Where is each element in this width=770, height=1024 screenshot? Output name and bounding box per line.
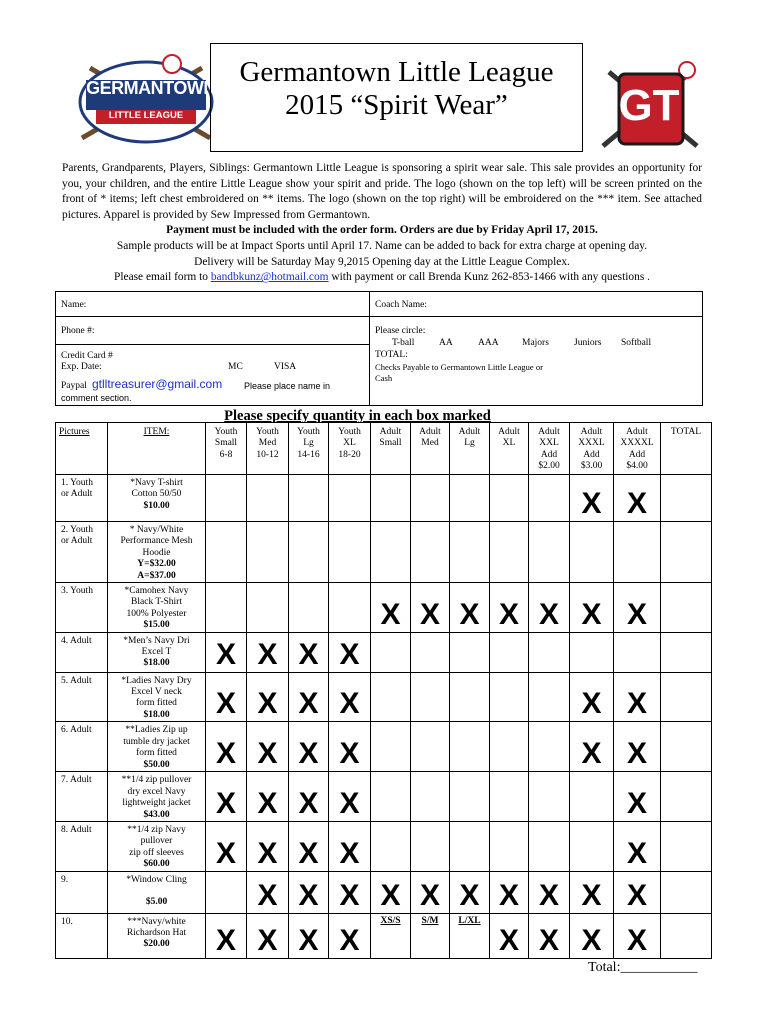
x-mark: X xyxy=(339,786,360,820)
quantity-cell[interactable] xyxy=(411,475,450,522)
size-label: S/M xyxy=(421,915,439,926)
x-mark: X xyxy=(498,923,519,957)
picture-cell: 10. xyxy=(56,913,108,958)
x-mark: X xyxy=(215,687,236,721)
x-mark: X xyxy=(298,637,319,671)
item-cell: *Men’s Navy Dri Excel T $18.00 xyxy=(108,632,206,672)
quantity-cell[interactable] xyxy=(411,913,450,958)
quantity-cell[interactable] xyxy=(247,475,289,522)
quantity-cell[interactable] xyxy=(570,772,614,822)
x-mark: X xyxy=(581,597,602,631)
quantity-cell[interactable] xyxy=(371,722,411,772)
column-header: Adult Med xyxy=(411,423,450,475)
paypal-email[interactable]: gtlltreasurer@gmail.com xyxy=(92,377,223,391)
quantity-cell-unavailable xyxy=(570,871,614,913)
x-mark: X xyxy=(626,687,647,721)
x-mark: X xyxy=(459,597,480,631)
column-header: Adult XXL Add $2.00 xyxy=(529,423,570,475)
quantity-cell-unavailable xyxy=(206,632,247,672)
item-cell: **Ladies Zip up tumble dry jacket form fitted $50.00 xyxy=(108,722,206,772)
quantity-cell-unavailable xyxy=(329,632,371,672)
quantity-cell[interactable] xyxy=(490,475,529,522)
quantity-cell[interactable] xyxy=(450,821,490,871)
quantity-cell-unavailable xyxy=(570,672,614,722)
column-header: Adult XL xyxy=(490,423,529,475)
cash-note: Cash xyxy=(375,373,393,383)
item-cell: *Camohex Navy Black T-Shirt 100% Polyester $15.00 xyxy=(108,583,206,633)
picture-cell: 8. Adult xyxy=(56,821,108,871)
league-softball[interactable]: Softball xyxy=(621,338,652,348)
quantity-cell[interactable] xyxy=(490,672,529,722)
x-mark: X xyxy=(257,786,278,820)
quantity-cell[interactable] xyxy=(206,522,247,583)
email-prefix: Please email form to xyxy=(114,271,211,284)
size-label: XS/S xyxy=(380,915,401,926)
quantity-heading: Please specify quantity in each box marked xyxy=(224,408,491,424)
quantity-cell-unavailable xyxy=(529,871,570,913)
quantity-cell[interactable] xyxy=(450,672,490,722)
quantity-cell-unavailable xyxy=(289,821,329,871)
quantity-cell[interactable] xyxy=(371,772,411,822)
quantity-cell[interactable] xyxy=(614,632,661,672)
row-total-cell[interactable] xyxy=(661,772,712,822)
quantity-cell[interactable] xyxy=(490,632,529,672)
customer-info-box xyxy=(55,291,703,406)
quantity-cell[interactable] xyxy=(450,913,490,958)
x-mark: X xyxy=(339,878,360,912)
grand-total: Total:___________ xyxy=(588,960,698,975)
email-suffix: with payment or call Brenda Kunz 262-853-1466 with any questions . xyxy=(328,271,650,284)
x-mark: X xyxy=(538,597,559,631)
picture-cell: 3. Youth xyxy=(56,583,108,633)
quantity-cell[interactable] xyxy=(570,632,614,672)
row-total-cell[interactable] xyxy=(661,632,712,672)
quantity-cell-unavailable xyxy=(329,821,371,871)
x-mark: X xyxy=(626,597,647,631)
quantity-cell-unavailable xyxy=(247,632,289,672)
quantity-cell-unavailable xyxy=(529,913,570,958)
x-mark: X xyxy=(257,737,278,771)
quantity-cell[interactable] xyxy=(329,522,371,583)
column-header: Adult XXXXL Add $4.00 xyxy=(614,423,661,475)
quantity-cell[interactable] xyxy=(206,583,247,633)
x-mark: X xyxy=(626,923,647,957)
quantity-cell[interactable] xyxy=(570,522,614,583)
league-aaa[interactable]: AAA xyxy=(478,338,499,348)
coach-label: Coach Name: xyxy=(375,300,427,310)
intro-paragraph: Parents, Grandparents, Players, Siblings: Germantown Little League is sponsoring a spirit wear sale. This sale provides an opportunity for you, your children, and the entire Little League show your spirit and pride. The logo (shown on the top left) will be screen printed on the front of * items; left chest embroidered on ** items. The logo (shown on the top right) will be embroidered on the *** item. See attached pictures. Apparel is provided by Sew Impressed from Germantown. xyxy=(62,162,702,221)
quantity-cell-unavailable xyxy=(570,583,614,633)
x-mark: X xyxy=(581,687,602,721)
x-mark: X xyxy=(538,923,559,957)
quantity-cell[interactable] xyxy=(289,475,329,522)
quantity-cell[interactable] xyxy=(411,632,450,672)
quantity-cell-unavailable xyxy=(206,913,247,958)
logo-left-text: GERMANTOWN xyxy=(86,78,216,98)
paypal-note: Please place name in xyxy=(244,381,331,391)
germantown-logo xyxy=(70,50,230,155)
quantity-cell-unavailable xyxy=(529,583,570,633)
x-mark: X xyxy=(581,487,602,520)
quantity-cell-unavailable xyxy=(329,772,371,822)
quantity-cell-unavailable xyxy=(289,772,329,822)
quantity-cell-unavailable xyxy=(247,772,289,822)
quantity-cell-unavailable xyxy=(371,871,411,913)
x-mark: X xyxy=(257,637,278,671)
quantity-cell[interactable] xyxy=(329,475,371,522)
x-mark: X xyxy=(581,737,602,771)
quantity-cell-unavailable xyxy=(614,583,661,633)
row-total-cell[interactable] xyxy=(661,871,712,913)
x-mark: X xyxy=(257,836,278,870)
checks-note: Checks Payable to Germantown Little League or xyxy=(375,362,544,372)
x-mark: X xyxy=(581,878,602,912)
quantity-cell[interactable] xyxy=(371,632,411,672)
column-header: Youth Lg 14-16 xyxy=(289,423,329,475)
x-mark: X xyxy=(459,878,480,912)
quantity-cell[interactable] xyxy=(450,722,490,772)
column-header: Adult XXXL Add $3.00 xyxy=(570,423,614,475)
quantity-cell-unavailable xyxy=(570,475,614,522)
item-cell: *Window Cling $5.00 xyxy=(108,871,206,913)
x-mark: X xyxy=(380,878,401,912)
quantity-cell[interactable] xyxy=(614,522,661,583)
quantity-cell-unavailable xyxy=(329,722,371,772)
quantity-cell[interactable] xyxy=(529,672,570,722)
x-mark: X xyxy=(257,923,278,957)
x-mark: X xyxy=(498,878,519,912)
email-note xyxy=(62,270,702,286)
x-mark: X xyxy=(215,786,236,820)
table-row xyxy=(56,821,712,871)
x-mark: X xyxy=(419,597,440,631)
x-mark: X xyxy=(581,923,602,957)
quantity-cell[interactable] xyxy=(411,821,450,871)
quantity-cell[interactable] xyxy=(490,522,529,583)
column-header: Pictures xyxy=(56,423,108,475)
league-aa[interactable]: AA xyxy=(439,338,453,348)
quantity-cell-unavailable xyxy=(289,871,329,913)
quantity-cell[interactable] xyxy=(529,821,570,871)
x-mark: X xyxy=(626,737,647,771)
quantity-cell-unavailable xyxy=(614,772,661,822)
row-total-cell[interactable] xyxy=(661,913,712,958)
x-mark: X xyxy=(339,836,360,870)
quantity-cell[interactable] xyxy=(529,772,570,822)
page-title: Germantown Little League xyxy=(239,56,554,88)
picture-cell: 6. Adult xyxy=(56,722,108,772)
x-mark: X xyxy=(257,687,278,721)
row-total-cell[interactable] xyxy=(661,821,712,871)
column-header: Youth Med 10-12 xyxy=(247,423,289,475)
size-label: L/XL xyxy=(458,915,481,926)
quantity-cell-unavailable xyxy=(206,772,247,822)
x-mark: X xyxy=(339,737,360,771)
x-mark: X xyxy=(215,923,236,957)
payment-note: Payment must be included with the order form. Orders are due by Friday April 17, 2015. xyxy=(166,224,598,237)
quantity-cell-unavailable xyxy=(411,583,450,633)
quantity-cell-unavailable xyxy=(289,913,329,958)
quantity-cell[interactable] xyxy=(371,913,411,958)
quantity-cell-unavailable xyxy=(289,672,329,722)
league-juniors[interactable]: Juniors xyxy=(574,338,602,348)
quantity-cell[interactable] xyxy=(490,821,529,871)
picture-cell: 1. Youth or Adult xyxy=(56,475,108,522)
circle-label: Please circle: xyxy=(375,326,426,336)
quantity-cell[interactable] xyxy=(529,722,570,772)
x-mark: X xyxy=(298,878,319,912)
paypal-note-2: comment section. xyxy=(61,393,132,403)
x-mark: X xyxy=(380,597,401,631)
quantity-cell[interactable] xyxy=(529,632,570,672)
total-label: TOTAL: xyxy=(375,350,408,360)
quantity-cell[interactable] xyxy=(450,475,490,522)
x-mark: X xyxy=(215,737,236,771)
quantity-cell-unavailable xyxy=(247,871,289,913)
quantity-cell[interactable] xyxy=(450,772,490,822)
quantity-cell[interactable] xyxy=(371,821,411,871)
x-mark: X xyxy=(298,737,319,771)
x-mark: X xyxy=(298,836,319,870)
quantity-cell-unavailable xyxy=(206,672,247,722)
x-mark: X xyxy=(339,923,360,957)
row-total-cell[interactable] xyxy=(661,522,712,583)
quantity-cell-unavailable xyxy=(289,722,329,772)
quantity-cell[interactable] xyxy=(247,522,289,583)
column-header: Youth Small 6-8 xyxy=(206,423,247,475)
quantity-cell[interactable] xyxy=(329,583,371,633)
x-mark: X xyxy=(419,878,440,912)
email-link[interactable]: bandbkunz@hotmail.com xyxy=(210,271,329,284)
picture-cell: 4. Adult xyxy=(56,632,108,672)
quantity-cell-unavailable xyxy=(247,821,289,871)
quantity-cell-unavailable xyxy=(614,475,661,522)
order-table xyxy=(55,422,712,959)
column-header: Youth XL 18-20 xyxy=(329,423,371,475)
x-mark: X xyxy=(626,878,647,912)
sample-note: Sample products will be at Impact Sports until April 17. Name can be added to back for extra charge at opening day. xyxy=(116,239,648,252)
table-row xyxy=(56,522,712,583)
title-box xyxy=(210,43,583,152)
table-row xyxy=(56,913,712,958)
x-mark: X xyxy=(626,836,647,870)
x-mark: X xyxy=(626,487,647,520)
table-row xyxy=(56,772,712,822)
row-total-cell[interactable] xyxy=(661,672,712,722)
logo-left-banner: LITTLE LEAGUE xyxy=(108,110,184,121)
x-mark: X xyxy=(257,878,278,912)
quantity-cell[interactable] xyxy=(411,522,450,583)
paypal-label: Paypal xyxy=(61,381,87,391)
quantity-cell[interactable] xyxy=(411,722,450,772)
picture-cell: 2. Youth or Adult xyxy=(56,522,108,583)
quantity-cell-unavailable xyxy=(490,913,529,958)
quantity-cell-unavailable xyxy=(206,722,247,772)
quantity-cell[interactable] xyxy=(247,583,289,633)
table-row xyxy=(56,583,712,633)
quantity-cell-unavailable xyxy=(570,913,614,958)
quantity-cell[interactable] xyxy=(529,475,570,522)
quantity-cell[interactable] xyxy=(450,522,490,583)
item-cell: ***Navy/white Richardson Hat $20.00 xyxy=(108,913,206,958)
x-mark: X xyxy=(339,637,360,671)
x-mark: X xyxy=(298,923,319,957)
page-subtitle: 2015 “Spirit Wear” xyxy=(285,89,508,121)
delivery-note: Delivery will be Saturday May 9,2015 Opening day at the Little League Complex. xyxy=(194,255,570,268)
quantity-cell-unavailable xyxy=(614,913,661,958)
quantity-cell-unavailable xyxy=(450,871,490,913)
quantity-cell-unavailable xyxy=(247,913,289,958)
quantity-cell-unavailable xyxy=(247,722,289,772)
x-mark: X xyxy=(538,878,559,912)
row-total-cell[interactable] xyxy=(661,475,712,522)
league-tball[interactable]: T-ball xyxy=(392,338,415,348)
credit-card-label: Credit Card # xyxy=(61,351,113,361)
quantity-cell[interactable] xyxy=(529,522,570,583)
quantity-cell-unavailable xyxy=(614,722,661,772)
mc-option[interactable]: MC xyxy=(228,362,243,372)
row-total-cell[interactable] xyxy=(661,722,712,772)
quantity-cell[interactable] xyxy=(570,821,614,871)
quantity-cell-unavailable xyxy=(490,871,529,913)
x-mark: X xyxy=(339,687,360,721)
quantity-cell-unavailable xyxy=(329,871,371,913)
exp-date-label: Exp. Date: xyxy=(61,362,102,372)
column-header: Adult Lg xyxy=(450,423,490,475)
table-row xyxy=(56,475,712,522)
league-majors[interactable]: Majors xyxy=(522,338,549,348)
quantity-cell-unavailable xyxy=(411,871,450,913)
quantity-cell-unavailable xyxy=(614,672,661,722)
row-total-cell[interactable] xyxy=(661,583,712,633)
x-mark: X xyxy=(215,836,236,870)
table-row xyxy=(56,722,712,772)
quantity-cell[interactable] xyxy=(450,632,490,672)
quantity-cell[interactable] xyxy=(371,522,411,583)
quantity-cell-unavailable xyxy=(371,583,411,633)
x-mark: X xyxy=(298,786,319,820)
table-header-row xyxy=(56,423,712,475)
quantity-cell[interactable] xyxy=(206,871,247,913)
visa-option[interactable]: VISA xyxy=(274,362,297,372)
quantity-cell[interactable] xyxy=(289,583,329,633)
table-row xyxy=(56,871,712,913)
x-mark: X xyxy=(298,687,319,721)
table-row xyxy=(56,632,712,672)
column-header: Adult Small xyxy=(371,423,411,475)
item-cell: **1/4 zip pullover dry excel Navy lightweight jacket $43.00 xyxy=(108,772,206,822)
column-header: ITEM: xyxy=(108,423,206,475)
quantity-cell-unavailable xyxy=(614,821,661,871)
name-label: Name: xyxy=(61,300,87,310)
item-cell: *Ladies Navy Dry Excel V neck form fitted $18.00 xyxy=(108,672,206,722)
quantity-cell[interactable] xyxy=(411,772,450,822)
quantity-cell[interactable] xyxy=(490,722,529,772)
picture-cell: 5. Adult xyxy=(56,672,108,722)
picture-cell: 7. Adult xyxy=(56,772,108,822)
quantity-cell[interactable] xyxy=(490,772,529,822)
x-mark: X xyxy=(498,597,519,631)
quantity-cell[interactable] xyxy=(371,672,411,722)
quantity-cell[interactable] xyxy=(371,475,411,522)
x-mark: X xyxy=(215,637,236,671)
quantity-cell-unavailable xyxy=(329,672,371,722)
quantity-cell-unavailable xyxy=(289,632,329,672)
quantity-cell-unavailable xyxy=(490,583,529,633)
item-cell: **1/4 zip Navy pullover zip off sleeves $60.00 xyxy=(108,821,206,871)
phone-label: Phone #: xyxy=(61,326,95,336)
logo-right-text: GT xyxy=(618,81,680,130)
quantity-cell-unavailable xyxy=(206,821,247,871)
x-mark: X xyxy=(626,786,647,820)
quantity-cell[interactable] xyxy=(411,672,450,722)
quantity-cell-unavailable xyxy=(329,913,371,958)
quantity-cell-unavailable xyxy=(247,672,289,722)
table-row xyxy=(56,672,712,722)
quantity-cell[interactable] xyxy=(206,475,247,522)
column-header: TOTAL xyxy=(661,423,712,475)
intro-text xyxy=(62,161,702,286)
quantity-cell[interactable] xyxy=(289,522,329,583)
quantity-cell-unavailable xyxy=(450,583,490,633)
quantity-cell-unavailable xyxy=(614,871,661,913)
quantity-cell-unavailable xyxy=(570,722,614,772)
picture-cell: 9. xyxy=(56,871,108,913)
item-cell: * Navy/White Performance Mesh Hoodie Y=$32.00 A=$37.00 xyxy=(108,522,206,583)
item-cell: *Navy T-shirt Cotton 50/50 $10.00 xyxy=(108,475,206,522)
